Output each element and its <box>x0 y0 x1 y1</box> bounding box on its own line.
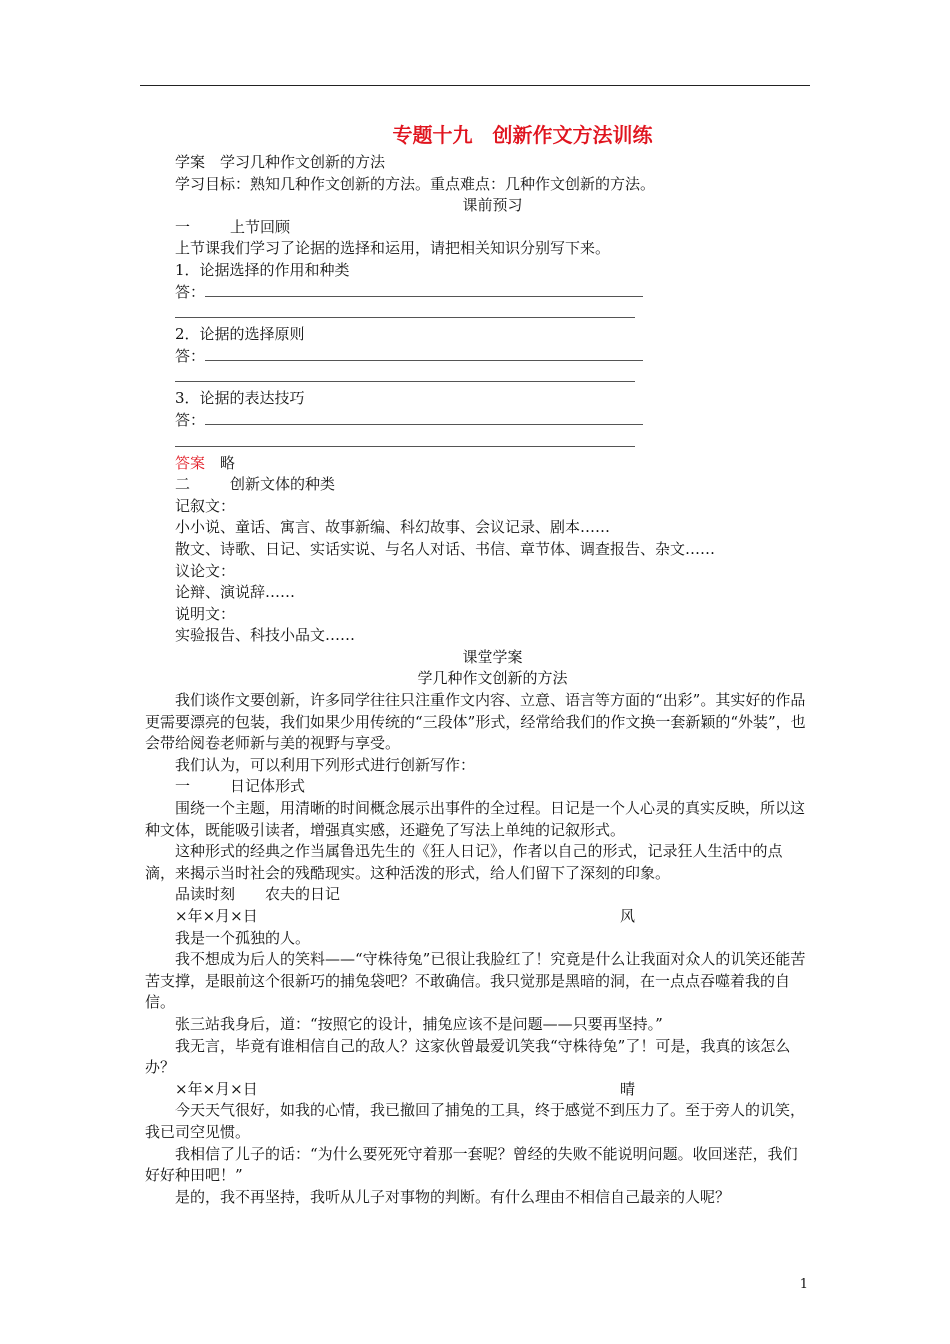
exposition-genres: 实验报告、科技小品文…… <box>175 626 356 645</box>
question-2: 2．论据的选择原则 <box>175 325 305 344</box>
narrative-genres-2: 散文、诗歌、日记、实话实说、与名人对话、书信、章节体、调查报告、杂文…… <box>175 539 716 558</box>
diary-date: ×年×月×日 <box>175 1079 258 1098</box>
narrative-genres-1: 小小说、童话、寓言、故事新编、科幻故事、会议记录、剧本…… <box>175 518 611 537</box>
page-number: 1 <box>799 1277 808 1292</box>
section-two-heading <box>175 474 810 496</box>
answer-blank-continued[interactable] <box>175 432 635 447</box>
diary-2-line-1: 今天天气很好，如我的心情，我已撤回了捕兔的工具，终于感觉不到压力了。至于旁人的讥笑，我已司空见惯。 <box>145 1101 806 1141</box>
review-intro: 上节课我们学习了论据的选择和运用，请把相关知识分别写下来。 <box>175 239 611 258</box>
diary-weather: 风 <box>620 907 636 925</box>
argument-genres: 论辩、演说辞…… <box>175 583 296 602</box>
diary-date: ×年×月×日 <box>175 907 258 925</box>
answer-prefix: 答： <box>175 410 206 429</box>
answer-blank[interactable] <box>205 282 643 297</box>
diary-1-line-2: 我不想成为后人的笑料——“守株待兔”已很让我脸红了！究竟是什么让我面对众人的讥笑还能苦苦支撑，是眼前这个很新巧的捕兔袋吧？不敢确信。我只觉那是黑暗的洞，在一点点吞噬着我的自信。 <box>145 950 806 1012</box>
argument-label: 议论文： <box>175 561 236 580</box>
class-subheading: 学几种作文创新的方法 <box>417 669 568 688</box>
answer-label: 答案 <box>175 453 206 472</box>
paragraph-forms: 我们认为，可以利用下列形式进行创新写作： <box>175 755 476 774</box>
section-title: 创新文体的种类 <box>230 475 336 494</box>
method-one-heading <box>175 776 810 798</box>
question-3: 3．论据的表达技巧 <box>175 389 305 408</box>
method-number: 一 <box>175 777 191 796</box>
page-title: 专题十九 创新作文方法训练 <box>392 123 653 147</box>
paragraph-diary-form: 围绕一个主题，用清晰的时间概念展示出事件的全过程。日记是一个人心灵的真实反映，所以这种文体，既能吸引读者，增强真实感，还避免了写法上单纯的记叙形式。 <box>145 799 806 839</box>
answer-prefix: 答： <box>175 282 206 301</box>
answer-line-2[interactable] <box>175 346 810 368</box>
method-title: 日记体形式 <box>230 777 306 796</box>
case-line: 学案 学习几种作文创新的方法 <box>175 153 386 171</box>
section-title: 上节回顾 <box>230 217 291 236</box>
narrative-label: 记叙文： <box>175 496 236 515</box>
preview-heading: 课前预习 <box>462 196 523 215</box>
diary-entry-1-header <box>175 906 810 928</box>
diary-entry-2-header <box>175 1079 810 1101</box>
answer-line-3[interactable] <box>175 410 810 432</box>
diary-1-line-1: 我是一个孤独的人。 <box>175 928 311 947</box>
section-one-heading <box>175 217 810 239</box>
answer-blank-continued[interactable] <box>175 303 635 318</box>
answer-line-1[interactable] <box>175 282 810 304</box>
reading-title: 农夫的日记 <box>265 885 341 904</box>
diary-1-line-4: 我无言，毕竟有谁相信自己的敌人？这家伙曾最爱讥笑我“守株待兔”了！可是，我真的该怎么办？ <box>145 1036 791 1077</box>
answer-blank[interactable] <box>205 410 643 425</box>
reading-label: 品读时刻 <box>175 885 236 904</box>
section-number: 二 <box>175 475 191 494</box>
exposition-label: 说明文： <box>175 604 236 623</box>
header-rule <box>140 85 810 86</box>
answer-blank[interactable] <box>205 346 643 361</box>
document-body <box>145 118 810 1208</box>
reading-heading <box>175 884 810 906</box>
paragraph-classic-example: 这种形式的经典之作当属鲁迅先生的《狂人日记》，作者以自己的形式，记录狂人生活中的点滴，来揭示当时社会的残酷现实。这种活泼的形式，给人们留下了深刻的印象。 <box>145 842 783 882</box>
goal-line: 学习目标：熟知几种作文创新的方法。重点难点：几种作文创新的方法。 <box>175 174 656 193</box>
answer-text: 略 <box>220 453 236 472</box>
class-heading: 课堂学案 <box>462 647 523 666</box>
answer-prefix: 答： <box>175 346 206 365</box>
answer-key <box>175 453 810 475</box>
diary-weather: 晴 <box>620 1079 636 1098</box>
diary-2-line-3: 是的，我不再坚持，我听从儿子对事物的判断。有什么理由不相信自己最亲的人呢？ <box>175 1187 731 1206</box>
answer-blank-continued[interactable] <box>175 367 635 382</box>
paragraph-intro: 我们谈作文要创新，许多同学往往只注重作文内容、立意、语言等方面的“出彩”。其实好的作品更需要漂亮的包装，我们如果少用传统的“三段体”形式，经常给我们的作文换一套新颖的“外装”，也会带给阅卷老师新与美的视野与享受。 <box>145 691 806 753</box>
diary-1-line-3: 张三站我身后，道：“按照它的设计，捕兔应该不是问题——只要再坚持。” <box>175 1014 663 1033</box>
section-number: 一 <box>175 217 191 236</box>
diary-2-line-2: 我相信了儿子的话：“为什么要死死守着那一套呢？曾经的失败不能说明问题。收回迷茫，我们好好种田吧！” <box>145 1144 798 1185</box>
question-1: 1．论据选择的作用和种类 <box>175 260 350 279</box>
